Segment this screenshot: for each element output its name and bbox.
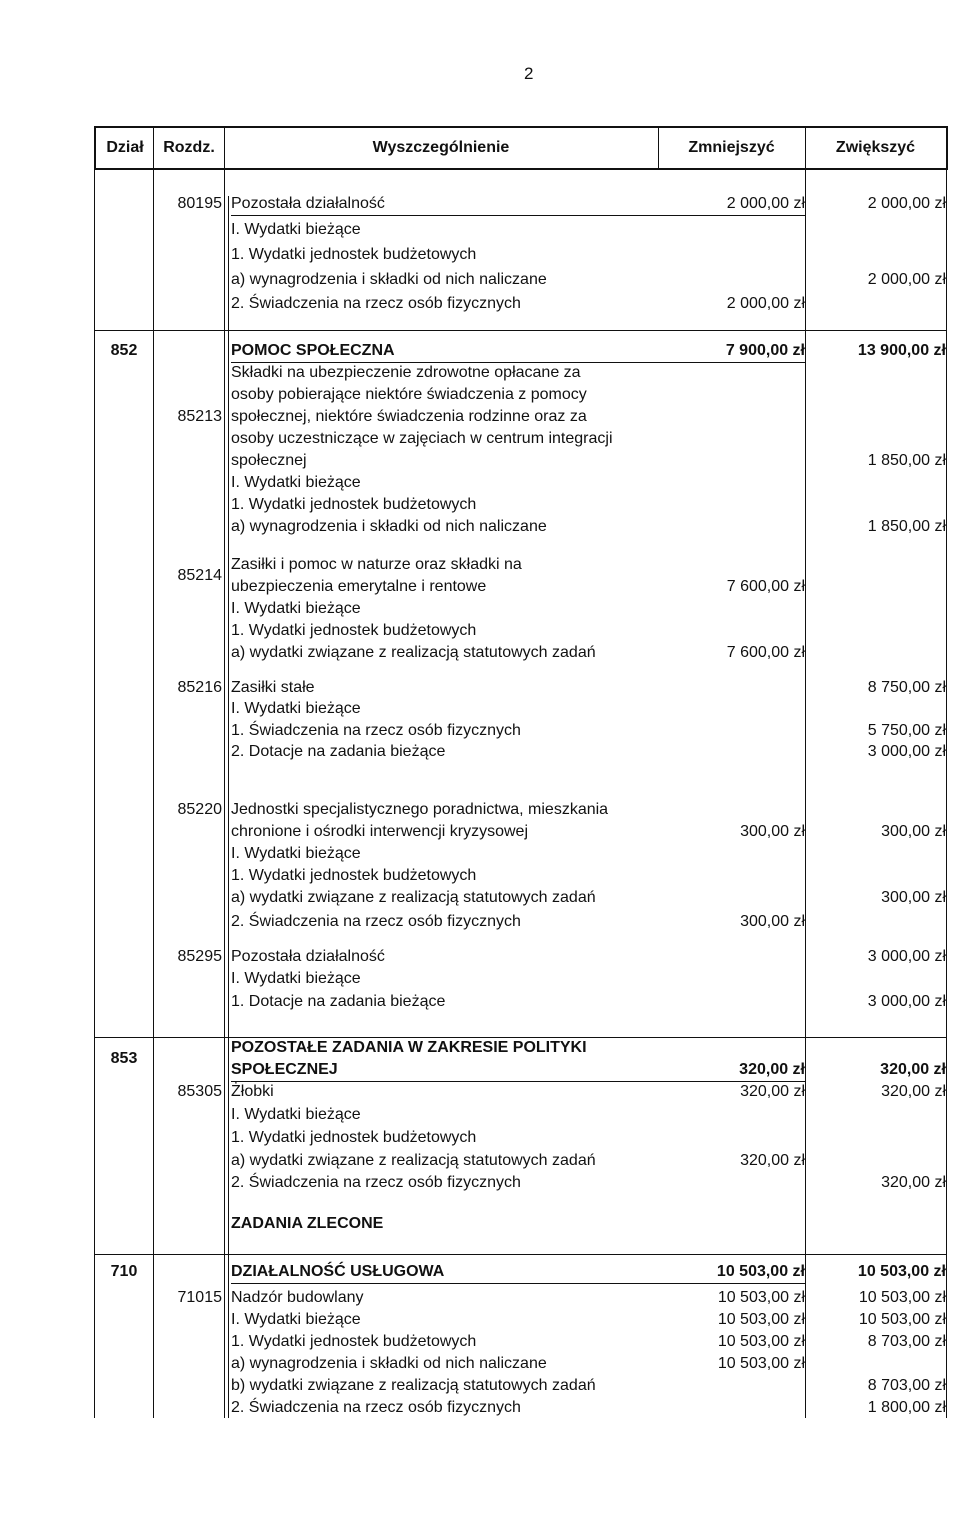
desc-cell: osoby uczestniczące w zajęciach w centrum integracji bbox=[231, 430, 613, 447]
desc-cell: a) wynagrodzenia i składki od nich naliczane bbox=[231, 1355, 547, 1372]
table-row bbox=[0, 1213, 960, 1235]
plus-cell: 2 000,00 zł bbox=[867, 195, 946, 212]
rozdz-cell: 85213 bbox=[177, 408, 222, 425]
plus-cell: 300,00 zł bbox=[881, 823, 946, 840]
minus-cell: 10 503,00 zł bbox=[716, 1263, 805, 1280]
minus-cell: 2 000,00 zł bbox=[726, 195, 805, 212]
plus-cell: 10 503,00 zł bbox=[858, 1311, 946, 1328]
table-row bbox=[0, 1081, 960, 1103]
plus-cell: 13 900,00 zł bbox=[857, 342, 946, 359]
plus-cell: 8 750,00 zł bbox=[867, 679, 946, 696]
table-row bbox=[0, 450, 960, 472]
desc-cell: 1. Dotacje na zadania bieżące bbox=[231, 993, 446, 1010]
table-row bbox=[0, 1353, 960, 1375]
table-row bbox=[0, 698, 960, 720]
table-row bbox=[0, 968, 960, 990]
plus-cell: 2 000,00 zł bbox=[867, 271, 946, 288]
minus-cell: 7 600,00 zł bbox=[726, 644, 805, 661]
desc-cell: Pozostała działalność bbox=[231, 948, 385, 965]
desc-cell: osoby pobierające niektóre świadczenia z pomocy bbox=[231, 386, 587, 403]
table-row bbox=[0, 1309, 960, 1331]
table-row bbox=[0, 1104, 960, 1126]
desc-cell: POMOC SPOŁECZNA bbox=[231, 340, 805, 363]
desc-cell: ubezpieczenia emerytalne i rentowe bbox=[231, 578, 487, 595]
desc-cell: I. Wydatki bieżące bbox=[231, 845, 361, 862]
table-row bbox=[0, 1150, 960, 1172]
desc-cell: a) wynagrodzenia i składki od nich naliczane bbox=[231, 271, 547, 288]
minus-cell: 7 600,00 zł bbox=[726, 578, 805, 595]
table-row bbox=[0, 887, 960, 909]
table-row bbox=[0, 362, 960, 384]
table-row bbox=[0, 193, 960, 215]
desc-cell: 1. Świadczenia na rzecz osób fizycznych bbox=[231, 722, 521, 739]
header-wyszczegolnienie: Wyszczególnienie bbox=[372, 139, 510, 156]
table-row bbox=[0, 219, 960, 241]
desc-cell: 1. Wydatki jednostek budżetowych bbox=[231, 1333, 477, 1350]
desc-cell: 2. Świadczenia na rzecz osób fizycznych bbox=[231, 1399, 521, 1416]
dzial-cell: 853 bbox=[110, 1050, 138, 1067]
grid-line bbox=[658, 126, 659, 170]
desc-cell: I. Wydatki bieżące bbox=[231, 221, 361, 238]
table-row bbox=[0, 269, 960, 291]
table-row bbox=[0, 1397, 960, 1419]
table-row bbox=[0, 576, 960, 598]
table-row bbox=[0, 720, 960, 742]
desc-cell: a) wydatki związane z realizacją statutowych zadań bbox=[231, 644, 596, 661]
plus-cell: 300,00 zł bbox=[881, 889, 946, 906]
minus-cell: 10 503,00 zł bbox=[717, 1311, 805, 1328]
desc-cell: I. Wydatki bieżące bbox=[231, 700, 361, 717]
header-zmniejszyc: Zmniejszyć bbox=[688, 139, 775, 156]
header-dzial: Dział bbox=[106, 139, 144, 156]
plus-cell: 320,00 zł bbox=[880, 1061, 946, 1078]
desc-cell: 1. Wydatki jednostek budżetowych bbox=[231, 496, 477, 513]
desc-cell: chronione i ośrodki interwencji kryzysowej bbox=[231, 823, 529, 840]
rozdz-cell: 80195 bbox=[177, 195, 222, 212]
plus-cell: 1 850,00 zł bbox=[867, 518, 946, 535]
minus-cell: 10 503,00 zł bbox=[717, 1333, 805, 1350]
table-row bbox=[0, 384, 960, 406]
minus-cell: 2 000,00 zł bbox=[726, 295, 805, 312]
table-row bbox=[0, 406, 960, 428]
rozdz-cell: 71015 bbox=[177, 1289, 222, 1306]
table-row bbox=[0, 946, 960, 968]
header-rozdz: Rozdz. bbox=[163, 139, 215, 156]
plus-cell: 8 703,00 zł bbox=[867, 1377, 946, 1394]
desc-cell: społecznej bbox=[231, 452, 307, 469]
desc-cell: I. Wydatki bieżące bbox=[231, 1106, 361, 1123]
table-row bbox=[0, 1375, 960, 1397]
rozdz-cell: 85305 bbox=[177, 1083, 222, 1100]
minus-cell: 320,00 zł bbox=[740, 1083, 805, 1100]
desc-cell: Zasiłki stałe bbox=[231, 679, 315, 696]
table-row bbox=[0, 821, 960, 843]
plus-cell: 10 503,00 zł bbox=[858, 1289, 946, 1306]
table-row bbox=[0, 1172, 960, 1194]
table-row bbox=[0, 642, 960, 664]
desc-cell: 2. Dotacje na zadania bieżące bbox=[231, 743, 446, 760]
rozdz-cell: 85295 bbox=[177, 948, 222, 965]
table-row bbox=[0, 244, 960, 266]
desc-cell: Zasiłki i pomoc w naturze oraz składki na bbox=[231, 556, 522, 573]
minus-cell: 7 900,00 zł bbox=[725, 342, 805, 359]
minus-cell: 320,00 zł bbox=[740, 1152, 805, 1169]
plus-cell: 1 850,00 zł bbox=[867, 452, 946, 469]
dzial-cell: 710 bbox=[110, 1263, 138, 1280]
table-row bbox=[0, 1127, 960, 1149]
desc-cell: ZADANIA ZLECONE bbox=[231, 1215, 384, 1232]
plus-cell: 5 750,00 zł bbox=[867, 722, 946, 739]
desc-cell: Pozostała działalność bbox=[231, 193, 805, 216]
table-row bbox=[0, 1287, 960, 1309]
minus-cell: 10 503,00 zł bbox=[717, 1355, 805, 1372]
desc-cell: 1. Wydatki jednostek budżetowych bbox=[231, 246, 477, 263]
desc-cell: 2. Świadczenia na rzecz osób fizycznych bbox=[231, 913, 521, 930]
desc-cell: 1. Wydatki jednostek budżetowych bbox=[231, 622, 477, 639]
desc-cell: I. Wydatki bieżące bbox=[231, 474, 361, 491]
plus-cell: 320,00 zł bbox=[881, 1174, 946, 1191]
desc-cell: Jednostki specjalistycznego poradnictwa, mieszkania bbox=[231, 801, 609, 818]
table-row bbox=[0, 340, 960, 362]
table-row bbox=[0, 516, 960, 538]
desc-cell: b) wydatki związane z realizacją statutowych zadań bbox=[231, 1377, 596, 1394]
plus-cell: 10 503,00 zł bbox=[857, 1263, 946, 1280]
plus-cell: 3 000,00 zł bbox=[867, 743, 946, 760]
minus-cell: 320,00 zł bbox=[739, 1061, 805, 1078]
header-zwiekszyc: Zwiększyć bbox=[835, 139, 916, 156]
rule bbox=[94, 1254, 946, 1255]
plus-cell: 8 703,00 zł bbox=[867, 1333, 946, 1350]
desc-cell: 2. Świadczenia na rzecz osób fizycznych bbox=[231, 1174, 521, 1191]
plus-cell: 3 000,00 zł bbox=[867, 948, 946, 965]
table-row bbox=[0, 741, 960, 763]
plus-cell: 1 800,00 zł bbox=[867, 1399, 946, 1416]
table-row bbox=[0, 1331, 960, 1353]
rule bbox=[94, 330, 946, 331]
page-number: 2 bbox=[524, 64, 534, 83]
plus-cell: 3 000,00 zł bbox=[867, 993, 946, 1010]
table-row bbox=[0, 598, 960, 620]
desc-cell: SPOŁECZNEJ bbox=[231, 1059, 805, 1082]
table-row bbox=[0, 1059, 960, 1081]
dzial-cell: 852 bbox=[110, 342, 138, 359]
desc-cell: a) wydatki związane z realizacją statutowych zadań bbox=[231, 1152, 596, 1169]
desc-cell: społecznej, niektóre świadczenia rodzinne oraz za bbox=[231, 408, 587, 425]
desc-cell: 1. Wydatki jednostek budżetowych bbox=[231, 1129, 477, 1146]
table-row bbox=[0, 472, 960, 494]
desc-cell: a) wydatki związane z realizacją statutowych zadań bbox=[231, 889, 596, 906]
desc-cell: Nadzór budowlany bbox=[231, 1289, 364, 1306]
table-row bbox=[0, 865, 960, 887]
desc-cell: POZOSTAŁE ZADANIA W ZAKRESIE POLITYKI bbox=[231, 1039, 587, 1056]
desc-cell: 1. Wydatki jednostek budżetowych bbox=[231, 867, 477, 884]
table-row bbox=[0, 494, 960, 516]
table-row bbox=[0, 911, 960, 933]
desc-cell: I. Wydatki bieżące bbox=[231, 1311, 361, 1328]
table-row bbox=[0, 843, 960, 865]
table-row bbox=[0, 293, 960, 315]
minus-cell: 300,00 zł bbox=[740, 823, 805, 840]
minus-cell: 10 503,00 zł bbox=[717, 1289, 805, 1306]
table-row bbox=[0, 1261, 960, 1283]
table-row bbox=[0, 677, 960, 699]
rozdz-cell: 85214 bbox=[177, 567, 222, 584]
rozdz-cell: 85216 bbox=[177, 679, 222, 696]
table-row bbox=[0, 799, 960, 821]
minus-cell: 300,00 zł bbox=[740, 913, 805, 930]
table-row bbox=[0, 620, 960, 642]
plus-cell: 320,00 zł bbox=[881, 1083, 946, 1100]
desc-cell: I. Wydatki bieżące bbox=[231, 600, 361, 617]
table-row bbox=[0, 428, 960, 450]
rozdz-cell: 85220 bbox=[177, 801, 222, 818]
desc-cell: I. Wydatki bieżące bbox=[231, 970, 361, 987]
desc-cell: Żłobki bbox=[231, 1083, 274, 1100]
desc-cell: Składki na ubezpieczenie zdrowotne opłacane za bbox=[231, 364, 581, 381]
desc-cell: a) wynagrodzenia i składki od nich naliczane bbox=[231, 518, 547, 535]
table-row bbox=[0, 991, 960, 1013]
table-header bbox=[94, 126, 948, 170]
desc-cell: 2. Świadczenia na rzecz osób fizycznych bbox=[231, 295, 521, 312]
desc-cell: DZIAŁALNOŚĆ USŁUGOWA bbox=[231, 1261, 805, 1284]
